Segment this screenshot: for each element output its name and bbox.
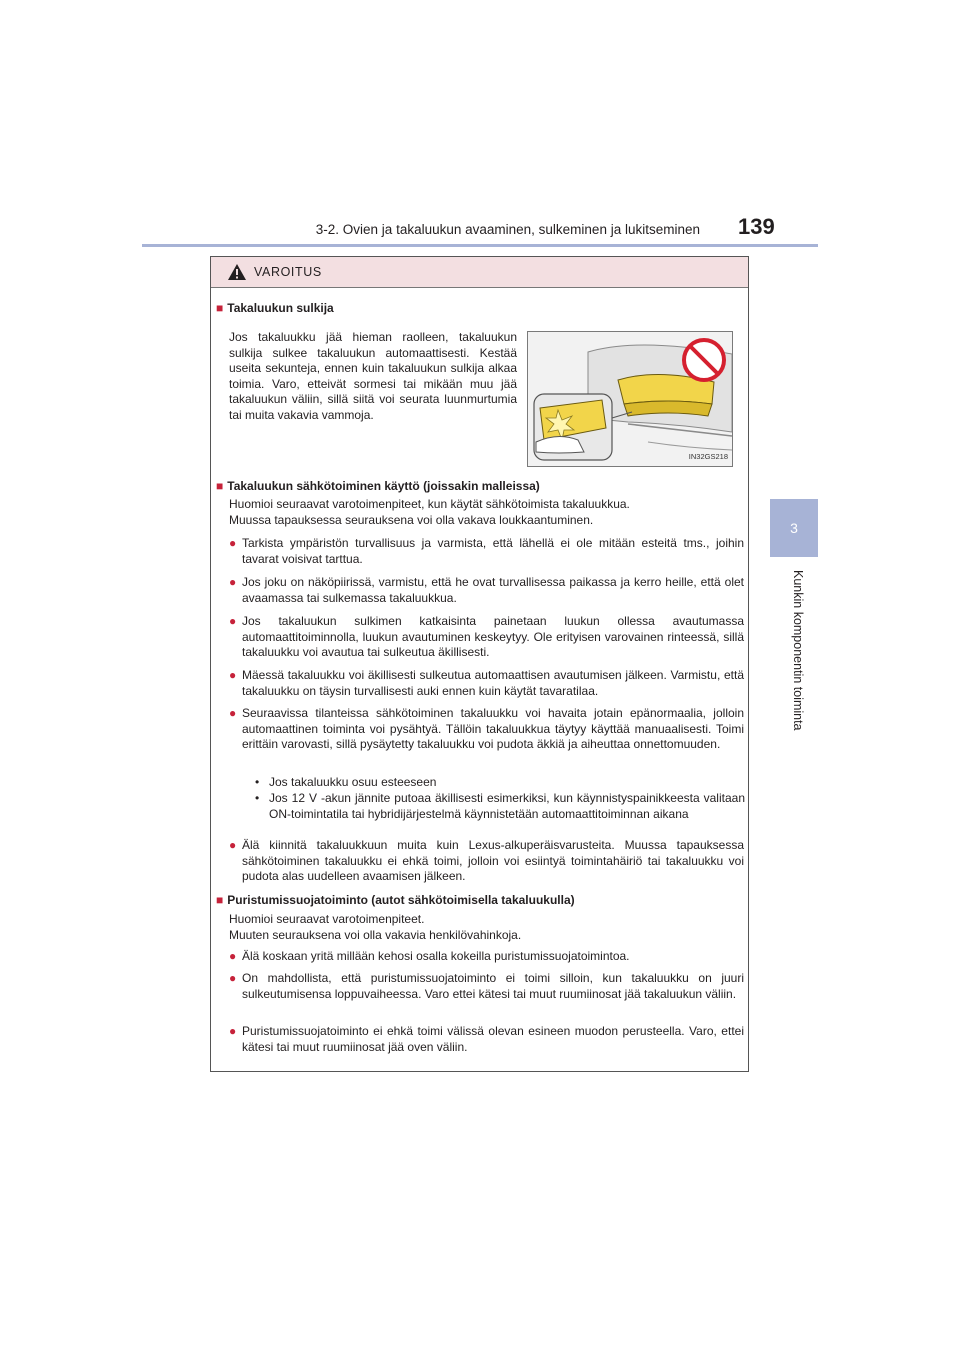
- jam-protection-intro-1: Huomioi seuraavat varotoimenpiteet.: [229, 912, 425, 926]
- square-bullet-icon: ■: [216, 301, 224, 315]
- section-heading-power-tailgate: ■ Takaluukun sähkötoiminen käyttö (joissakin malleissa): [216, 479, 540, 493]
- round-bullet-icon: ●: [229, 949, 237, 963]
- power-tailgate-bullet-3: ● Jos takaluukun sulkimen katkaisinta painetaan luukun ollessa avautumassa automaattitoiminnolla, luukun avautuminen keskeytyy. Ole erityisen varovainen rinteessä, sillä takaluukku voi avautua tai sulkeutua äkillisesti.: [229, 614, 744, 659]
- power-tailgate-sub-1: • Jos takaluukku osuu esteeseen: [255, 775, 437, 789]
- jam-protection-intro-2: Muuten seurauksena voi olla vakavia henkilövahinkoja.: [229, 928, 522, 942]
- page-number: 139: [738, 214, 775, 239]
- warning-box: [210, 256, 749, 1072]
- power-tailgate-sub-2: • Jos 12 V -akun jännite putoaa äkillisesti esimerkiksi, kun käynnistyspainikkeesta valitaan ON-toimintatila tai hybridijärjestelmä käynnistetään automaattitoiminnan aikana: [255, 791, 745, 821]
- round-bullet-icon: ●: [229, 1024, 237, 1038]
- warning-heading: VAROITUS: [254, 265, 322, 279]
- jam-protection-bullet-1: ● Älä koskaan yritä millään kehosi osalla kokeilla puristumissuojatoimintoa.: [229, 949, 630, 963]
- illustration-code: IN32GS218: [688, 451, 728, 461]
- section-heading-jam-protection: ■ Puristumissuojatoiminto (autot sähkötoimisella takaluukulla): [216, 893, 575, 907]
- round-bullet-icon: ●: [229, 536, 237, 550]
- chapter-number: 3: [790, 520, 798, 536]
- round-bullet-icon: ●: [229, 668, 237, 682]
- round-bullet-icon: ●: [229, 838, 237, 852]
- square-bullet-icon: ■: [216, 479, 224, 493]
- power-tailgate-intro-1: Huomioi seuraavat varotoimenpiteet, kun käytät sähkötoimista takaluukkua.: [229, 497, 630, 511]
- chapter-label: Kunkin komponentin toiminta: [791, 570, 805, 731]
- jam-protection-bullet-3: ● Puristumissuojatoiminto ei ehkä toimi välissä olevan esineen muodon perusteella. Varo, ettei kätesi tai muut ruumiinosat jää oven väliin.: [229, 1024, 744, 1054]
- closer-warning-text: Jos takaluukku jää hieman raolleen, takaluukun sulkija sulkee takaluukun automaattisesti. Kestää useita sekunteja, ennen kuin takaluukun sulkija alkaa toimia. Varo, etteivät sormesi tai mikään muu jää takaluukun väliin, sillä siitä voi seurata luunmurtumia tai muita vakavia vammoja.: [229, 330, 517, 422]
- warning-triangle-icon: [227, 263, 247, 281]
- power-tailgate-bullet-5: ● Seuraavissa tilanteissa sähkötoiminen takaluukku voi havaita jotain epänormaalia, jolloin automaattinen toiminta voi pysähtyä. Tällöin takaluukkua täytyy käyttää manuaalisesti. Toimi erittäin varovasti, sillä pysäytetty takaluukku voi pudota äkkiä ja aiheuttaa onnettomuuden.: [229, 706, 744, 751]
- round-bullet-icon: ●: [229, 614, 237, 628]
- header-rule: [142, 244, 818, 247]
- section-heading-closer: ■ Takaluukun sulkija: [216, 301, 334, 315]
- tailgate-closer-illustration: [527, 331, 733, 467]
- power-tailgate-bullet-2: ● Jos joku on näköpiirissä, varmistu, että he ovat turvallisessa paikassa ja kerro heille, että olet avaamassa tai sulkemassa takaluukkua.: [229, 575, 744, 605]
- power-tailgate-bullet-6: ● Älä kiinnitä takaluukkuun muita kuin Lexus-alkuperäisvarusteita. Muussa tapauksessa sähkötoiminen takaluukku ei ehkä toimi, jolloin voi esiintyä toimintahäiriö tai takaluukku voi pudota alas uudelleen avaamisen jälkeen.: [229, 838, 744, 883]
- power-tailgate-bullet-4: ● Mäessä takaluukku voi äkillisesti sulkeutua automaattisen avautumisen jälkeen. Varmistu, että takaluukku on täysin turvallisesti auki ennen kuin käytät tavaratilaa.: [229, 668, 744, 698]
- round-bullet-icon: ●: [229, 971, 237, 985]
- jam-protection-bullet-2: ● On mahdollista, että puristumissuojatoiminto ei toimi silloin, kun takaluukku on juuri sulkeutumisensa loppuvaiheessa. Varo ettei kätesi tai muut ruumiinosat jää takaluukun väliin.: [229, 971, 744, 1001]
- power-tailgate-intro-2: Muussa tapauksessa seurauksena voi olla vakava loukkaantuminen.: [229, 513, 594, 527]
- chapter-tab: [770, 499, 818, 557]
- header-title: 3-2. Ovien ja takaluukun avaaminen, sulkeminen ja lukitseminen: [315, 222, 700, 237]
- round-bullet-icon: ●: [229, 575, 237, 589]
- warning-header: [211, 257, 748, 288]
- power-tailgate-bullet-1: ● Tarkista ympäristön turvallisuus ja varmista, että lähellä ei ole mitään esteitä tms., joihin tavarat voisivat tarttua.: [229, 536, 744, 566]
- round-bullet-icon: ●: [229, 706, 237, 720]
- square-bullet-icon: ■: [216, 893, 224, 907]
- tailgate-illustration-graphic: [528, 332, 732, 466]
